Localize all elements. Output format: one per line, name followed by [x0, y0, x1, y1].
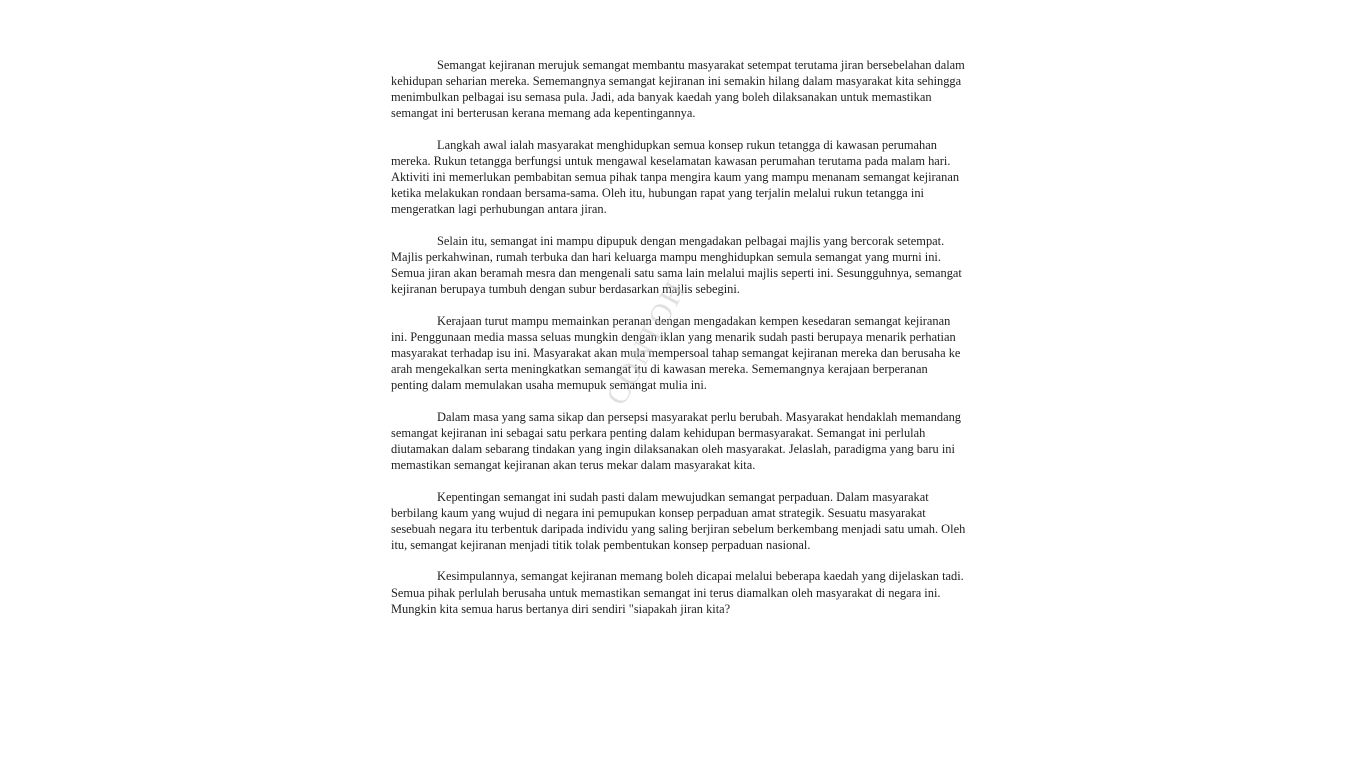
- paragraph-6: Kepentingan semangat ini sudah pasti dalam mewujudkan semangat perpaduan. Dalam masyarakat berbilang kaum yang wujud di negara ini pemupukan konsep perpaduan amat strategik. Sesuatu masyarakat sesebuah negara itu terbentuk daripada individu yang saling berjiran sebelum berkembang menjadi satu umah. Oleh itu, semangat kejiranan menjadi titik tolak pembentukan konsep perpaduan nasional.: [391, 489, 966, 552]
- paragraph-3: Selain itu, semangat ini mampu dipupuk dengan mengadakan pelbagai majlis yang bercorak setempat. Majlis perkahwinan, rumah terbuka dan hari keluarga mampu menghidupkan semula semangat yang murni ini. Semua jiran akan beramah mesra dan mengenali satu sama lain melalui majlis seperti ini. Sesungguhnya, semangat kejiranan berupaya tumbuh dengan subur berdasarkan majlis sebegini.: [391, 233, 962, 297]
- watermark: CONTOH: [600, 274, 694, 411]
- paragraph-5: Dalam masa yang sama sikap dan persepsi masyarakat perlu berubah. Masyarakat hendaklah memandang semangat kejiranan ini sebagai satu perkara penting dalam kehidupan bermasyarakat. Semangat ini perlulah diutamakan dalam sebarang tindakan yang ingin dilaksanakan oleh masyarakat. Jelaslah, paradigma yang baru ini memastikan semangat kejiranan akan terus mekar dalam masyarakat kita.: [391, 409, 962, 472]
- paragraph-7: Kesimpulannya, semangat kejiranan memang boleh dicapai melalui beberapa kaedah yang dijelaskan tadi. Semua pihak perlulah berusaha untuk memastikan semangat ini terus diamalkan oleh masyarakat di negara ini. Mungkin kita semua harus bertanya diri sendiri "siapakah jiran kita?: [391, 569, 964, 616]
- document-body: [391, 57, 966, 632]
- paragraph-4: Kerajaan turut mampu memainkan peranan dengan mengadakan kempen kesedaran semangat kejiranan ini. Penggunaan media massa seluas mungkin dengan iklan yang menarik sudah pasti berupaya menarik perhatian masyarakat terhadap isu ini. Masyarakat akan mula mempersoal tahap semangat kejiranan mereka dan berusaha ke arah mengekalkan serta meningkatkan semangat itu di kawasan mereka. Sememangnya kerajaan berperanan penting dalam memulakan usaha memupuk semangat mulia ini.: [391, 313, 961, 393]
- paragraph-1: Semangat kejiranan merujuk semangat membantu masyarakat setempat terutama jiran bersebelahan dalam kehidupan seharian mereka. Sememangnya semangat kejiranan ini semakin hilang dalam masyarakat kita sehingga menimbulkan pelbagai isu semasa pula. Jadi, ada banyak kaedah yang boleh dilaksanakan untuk memastikan semangat ini berterusan kerana memang ada kepentingannya.: [391, 58, 965, 121]
- paragraph-2: Langkah awal ialah masyarakat menghidupkan semua konsep rukun tetangga di kawasan perumahan mereka. Rukun tetangga berfungsi untuk mengawal keselamatan kawasan perumahan terutama pada malam hari. Aktiviti ini memerlukan pembabitan semua pihak tanpa mengira kaum yang mampu menanam semangat kejiranan ketika melakukan rondaan bersama-sama. Oleh itu, hubungan rapat yang terjalin melalui rukun tetangga ini mengeratkan lagi perhubungan antara jiran.: [391, 137, 960, 217]
